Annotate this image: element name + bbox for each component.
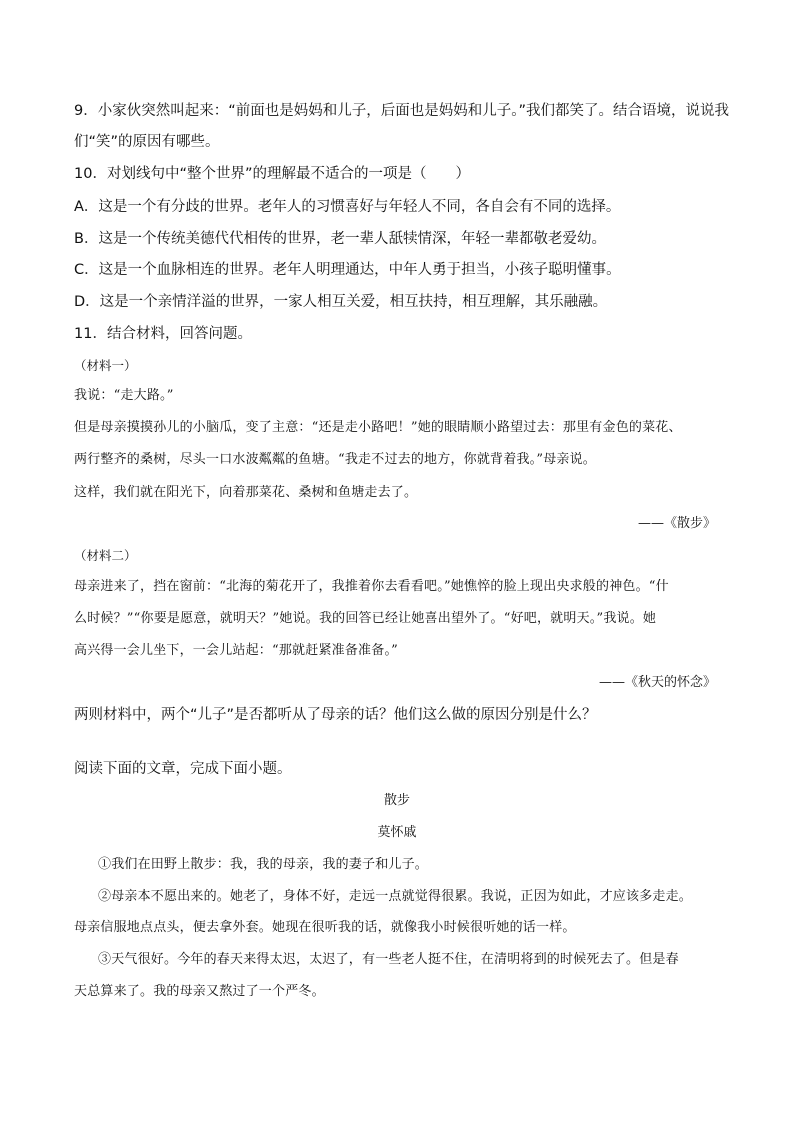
q11-question: 两则材料中，两个“儿子”是否都听从了母亲的话？他们这么做的原因分别是什么？: [74, 707, 597, 723]
article-paragraph: ③天气很好。今年的春天来得太迟，太迟了，有一些老人挺不住，在清明将到的时候死去了。但是春: [98, 952, 679, 967]
material2-line: 母亲进来了，挡在窗前：“北海的菊花开了，我推着你去看看吧。”她憔悴的脸上现出央求般的神色。“什: [74, 579, 669, 594]
article-paragraph: 天总算来了。我的母亲又熬过了一个严冬。: [74, 984, 325, 999]
material2-line: 么时候？”“你要是愿意，就明天？”她说。我的回答已经让她喜出望外了。“好吧，就明天。”我说。她: [74, 611, 657, 626]
q9-line-2: 们“笑”的原因有哪些。: [74, 134, 220, 150]
q9-line-1: 9．小家伙突然叫起来：“前面也是妈妈和儿子，后面也是妈妈和儿子。”我们都笑了。结合语境，说说我: [74, 103, 729, 119]
material1-line: 两行整齐的桑树，尽头一口水波粼粼的鱼塘。“我走不过去的地方，你就背着我。”母亲说。: [74, 452, 596, 467]
material2-label: （材料二）: [74, 548, 137, 563]
q10-option-b: B．这是一个传统美德代代相传的世界，老一辈人舐犊情深，年轻一辈都敬老爱幼。: [74, 231, 606, 247]
article-paragraph: 母亲信服地点点头，便去拿外套。她现在很听我的话，就像我小时候很听她的话一样。: [74, 920, 576, 935]
article-title: 散步: [383, 793, 410, 808]
material2-source: ——《秋天的怀念》: [598, 675, 716, 690]
q10-option-d: D．这是一个亲情洋溢的世界，一家人相互关爱，相互扶持，相互理解，其乐融融。: [74, 294, 608, 310]
material1-line: 但是母亲摸摸孙儿的小脑瓜，变了主意：“还是走小路吧！”她的眼睛顺小路望过去：那里有金色的菜花、: [74, 420, 682, 435]
material2-line: 高兴得一会儿坐下，一会儿站起：“那就赶紧准备准备。”: [74, 643, 398, 658]
article-author: 莫怀戚: [377, 825, 417, 840]
q10-option-c: C．这是一个血脉相连的世界。老年人明理通达，中年人勇于担当，小孩子聪明懂事。: [74, 262, 621, 278]
q10-stem: 10．对划线句中“整个世界”的理解最不适合的一项是（ ）: [74, 166, 470, 182]
material1-line: 我说：“走大路。”: [74, 388, 174, 403]
article-paragraph: ②母亲本不愿出来的。她老了，身体不好，走远一点就觉得很累。我说，正因为如此，才应该多走走。: [98, 889, 693, 904]
article-paragraph: ①我们在田野上散步：我，我的母亲，我的妻子和儿子。: [98, 857, 429, 872]
reading-instruction: 阅读下面的文章，完成下面小题。: [74, 761, 292, 777]
material1-label: （材料一）: [74, 358, 137, 373]
material1-source: ——《散步》: [637, 516, 716, 531]
q10-option-a: A．这是一个有分歧的世界。老年人的习惯喜好与年轻人不同，各自会有不同的选择。: [74, 199, 621, 215]
q11-stem: 11．结合材料，回答问题。: [74, 326, 252, 342]
material1-line: 这样，我们就在阳光下，向着那菜花、桑树和鱼塘走去了。: [74, 485, 418, 500]
